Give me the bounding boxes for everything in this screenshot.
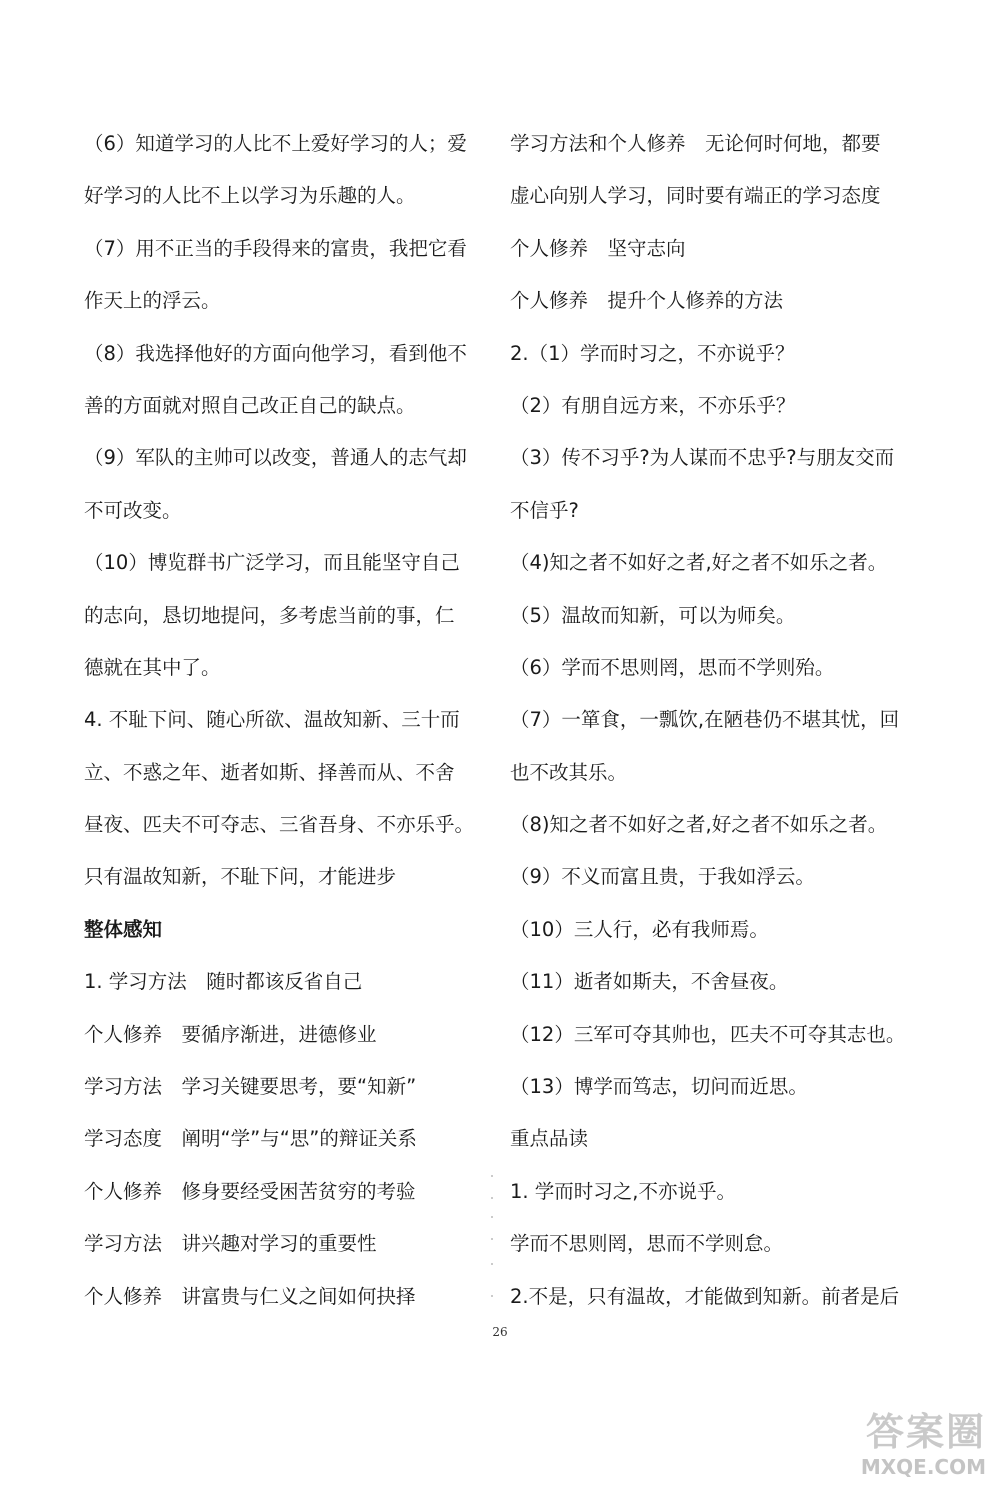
text-line: 2.不是，只有温故，才能做到知新。前者是后 [510,1284,900,1308]
text-line: 不信乎? [510,498,579,522]
right-column [510,118,910,1323]
text-line: 个人修养 要循序渐进，进德修业 [84,1022,377,1046]
watermark [786,1401,986,1479]
text-line: （6）知道学习的人比不上爱好学习的人；爱 [84,132,467,155]
scan-specks [488,1175,496,1305]
text-line: 虚心向别人学习，同时要有端正的学习态度 [510,184,881,208]
text-line: （9）军队的主帅可以改变，普通人的志气却 [84,446,467,470]
text-line: （7）一箪食，一瓢饮,在陋巷仍不堪其忧，回 [510,708,900,732]
text-line: （7）用不正当的手段得来的富贵，我把它看 [84,236,467,260]
text-line: 个人修养 讲富贵与仁义之间如何抉择 [84,1284,416,1308]
watermark-logo: 答案圈 [865,1410,986,1454]
left-column [84,118,484,1323]
text-line: 不可改变。 [84,498,182,522]
text-line: （6）学而不思则罔，思而不学则殆。 [510,655,835,679]
text-line: （10）三人行，必有我师焉。 [510,917,769,941]
text-line: 学习态度 阐明“学”与“思”的辩证关系 [84,1127,417,1151]
text-line: （3）传不习乎?为人谋而不忠乎?与朋友交而 [510,446,895,470]
text-line: 学习方法 讲兴趣对学习的重要性 [84,1232,377,1256]
text-line: （13）博学而笃志，切问而近思。 [510,1075,808,1099]
text-line: 学习方法和个人修养 无论何时何地，都要 [510,132,881,155]
text-line: （5）温故而知新，可以为师矣。 [510,603,796,627]
text-line: 个人修养 修身要经受困苦贫穷的考验 [84,1179,416,1203]
text-line: 2.（1）学而时习之，不亦说乎？ [510,341,795,365]
text-line: （11）逝者如斯夫，不舍昼夜。 [510,970,789,994]
text-line: 4. 不耻下问、随心所欲、温故知新、三十而 [84,708,460,732]
text-line: 个人修养 坚守志向 [510,236,686,260]
text-line: 学而不思则罔，思而不学则怠。 [510,1232,784,1256]
text-line: （10）博览群书广泛学习，而且能坚守自己 [84,551,460,575]
text-line: 好学习的人比不上以学习为乐趣的人。 [84,184,416,208]
page-number: 26 [492,1325,508,1339]
text-line: 立、不惑之年、逝者如斯、择善而从、不舍 [84,760,455,784]
section-heading: 整体感知 [84,917,163,941]
text-line: （2）有朋自远方来，不亦乐乎？ [510,393,796,417]
text-line: （8）我选择他好的方面向他学习，看到他不 [84,341,467,365]
text-line: 1. 学习方法 随时都该反省自己 [84,970,363,994]
text-line: 个人修养 提升个人修养的方法 [510,289,784,313]
text-line: 的志向，恳切地提问，多考虑当前的事，仁 [84,603,455,627]
text-line: （8)知之者不如好之者,好之者不如乐之者。 [510,813,888,837]
text-line: （4)知之者不如好之者,好之者不如乐之者。 [510,551,888,575]
text-line: （9）不义而富且贵，于我如浮云。 [510,865,815,889]
text-line: 作天上的浮云。 [84,289,221,313]
watermark-url: MXQE.COM [860,1455,986,1479]
text-line: 也不改其乐。 [510,760,628,784]
text-line: 学习方法 学习关键要思考，要“知新” [84,1075,417,1099]
text-line: 德就在其中了。 [84,655,221,679]
text-line: 善的方面就对照自己改正自己的缺点。 [84,393,416,417]
text-line: （12）三军可夺其帅也，匹夫不可夺其志也。 [510,1022,906,1046]
text-line: 只有温故知新，不耻下问，才能进步 [84,865,397,889]
text-line: 1. 学而时习之,不亦说乎。 [510,1179,737,1203]
text-line: 昼夜、匹夫不可夺志、三省吾身、不亦乐乎。 [84,813,475,837]
section-heading: 重点品读 [510,1127,589,1151]
